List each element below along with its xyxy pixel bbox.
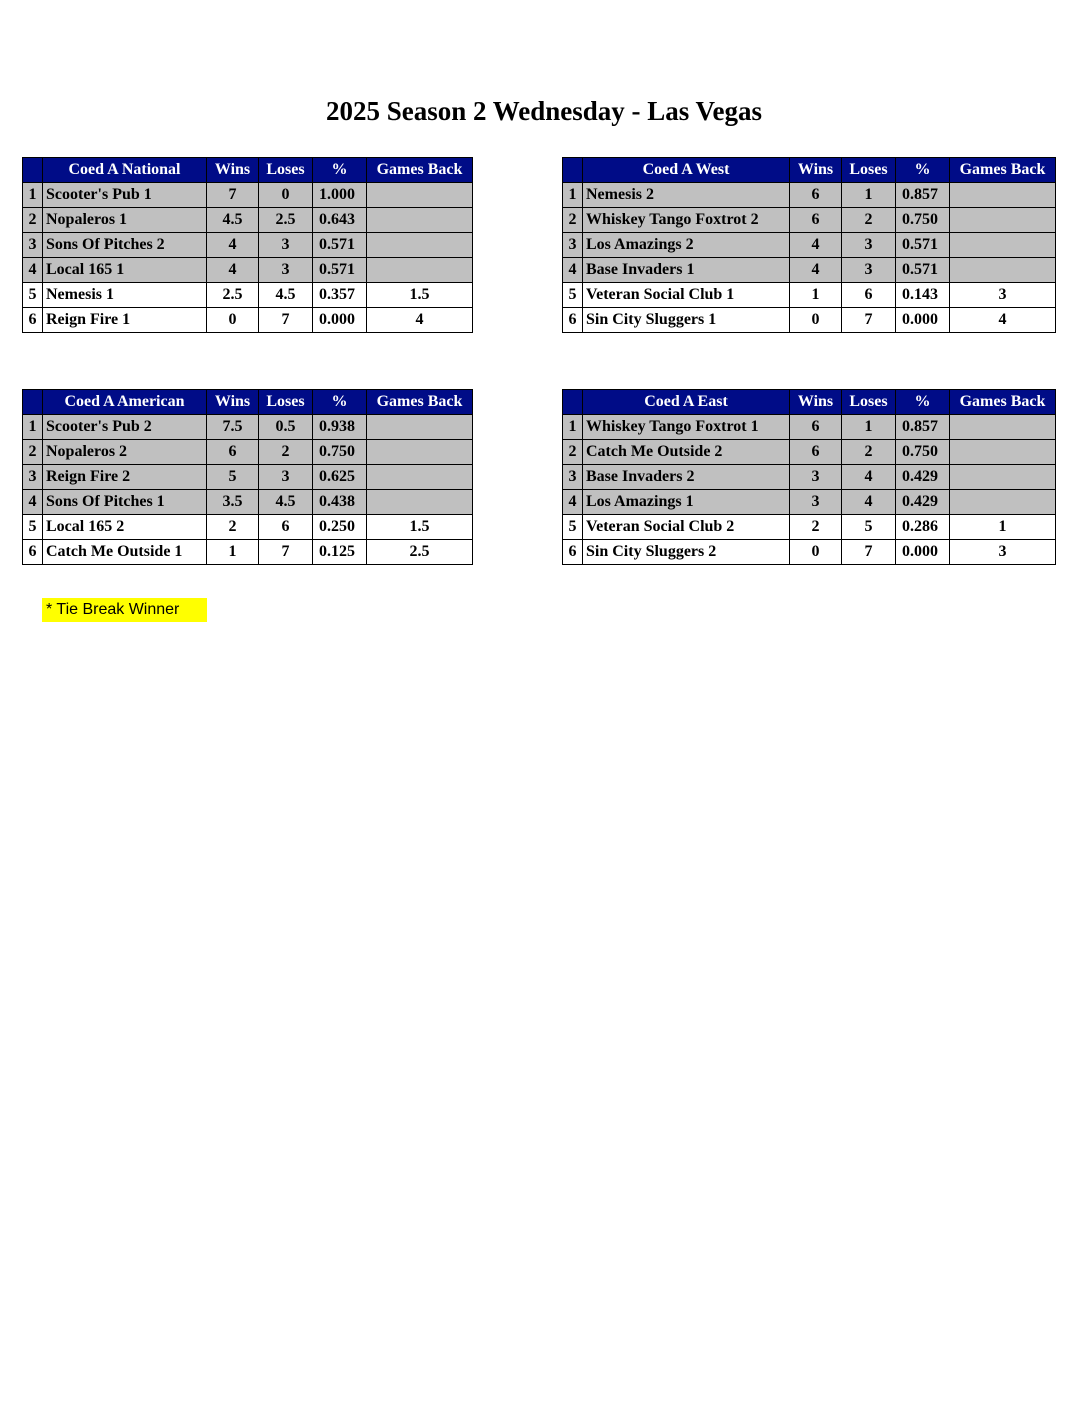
- loses-cell: 3: [259, 233, 313, 258]
- table-header-row: [23, 390, 473, 415]
- wins-cell: 0: [790, 540, 842, 565]
- wins-cell: 1: [790, 283, 842, 308]
- pct-cell: 0.357: [313, 283, 367, 308]
- team-name-cell: Los Amazings 1: [583, 490, 790, 515]
- games-back-cell: 4: [950, 308, 1056, 333]
- wins-cell: 2.5: [207, 283, 259, 308]
- table-row: [563, 540, 1056, 565]
- games-back-cell: [367, 208, 473, 233]
- games-back-header: Games Back: [950, 158, 1056, 183]
- table-row: [23, 515, 473, 540]
- wins-cell: 6: [790, 415, 842, 440]
- rank-cell: 5: [23, 515, 43, 540]
- pct-cell: 0.571: [896, 233, 950, 258]
- loses-cell: 3: [842, 233, 896, 258]
- rank-cell: 4: [23, 490, 43, 515]
- table-row: [563, 308, 1056, 333]
- division-name: Coed A National: [43, 158, 207, 183]
- table-row: [23, 283, 473, 308]
- pct-header: %: [313, 158, 367, 183]
- division-name: Coed A American: [43, 390, 207, 415]
- rank-cell: 6: [23, 540, 43, 565]
- loses-cell: 0.5: [259, 415, 313, 440]
- games-back-cell: [950, 440, 1056, 465]
- wins-header: Wins: [207, 158, 259, 183]
- standings-table: [562, 389, 1056, 565]
- table-row: [23, 233, 473, 258]
- team-name-cell: Sin City Sluggers 2: [583, 540, 790, 565]
- loses-cell: 6: [842, 283, 896, 308]
- pct-header: %: [896, 390, 950, 415]
- team-name-cell: Nopaleros 1: [43, 208, 207, 233]
- loses-cell: 7: [259, 540, 313, 565]
- pct-cell: 0.571: [896, 258, 950, 283]
- table-row: [23, 465, 473, 490]
- team-name-cell: Los Amazings 2: [583, 233, 790, 258]
- team-name-cell: Nemesis 2: [583, 183, 790, 208]
- games-back-cell: [950, 183, 1056, 208]
- loses-cell: 2: [259, 440, 313, 465]
- wins-cell: 3: [790, 465, 842, 490]
- team-name-cell: Whiskey Tango Foxtrot 1: [583, 415, 790, 440]
- pct-cell: 0.571: [313, 233, 367, 258]
- games-back-cell: [367, 258, 473, 283]
- wins-cell: 7.5: [207, 415, 259, 440]
- rank-cell: 5: [563, 515, 583, 540]
- division-name: Coed A East: [583, 390, 790, 415]
- pct-cell: 0.938: [313, 415, 367, 440]
- rank-cell: 6: [23, 308, 43, 333]
- games-back-cell: [367, 415, 473, 440]
- wins-cell: 4: [790, 233, 842, 258]
- pct-cell: 0.143: [896, 283, 950, 308]
- wins-cell: 3: [790, 490, 842, 515]
- team-name-cell: Nopaleros 2: [43, 440, 207, 465]
- games-back-cell: 2.5: [367, 540, 473, 565]
- pct-header: %: [313, 390, 367, 415]
- loses-cell: 7: [842, 308, 896, 333]
- pct-cell: 0.750: [896, 208, 950, 233]
- loses-cell: 2.5: [259, 208, 313, 233]
- pct-cell: 0.125: [313, 540, 367, 565]
- wins-cell: 4: [207, 258, 259, 283]
- table-row: [23, 183, 473, 208]
- team-name-cell: Catch Me Outside 2: [583, 440, 790, 465]
- table-row: [563, 208, 1056, 233]
- loses-cell: 1: [842, 183, 896, 208]
- wins-header: Wins: [790, 390, 842, 415]
- games-back-cell: 3: [950, 540, 1056, 565]
- page-title: 2025 Season 2 Wednesday - Las Vegas: [325, 96, 763, 126]
- table-row: [563, 258, 1056, 283]
- rank-cell: 2: [23, 440, 43, 465]
- loses-cell: 3: [259, 258, 313, 283]
- rank-header: [563, 158, 583, 183]
- games-back-header: Games Back: [367, 158, 473, 183]
- loses-cell: 2: [842, 208, 896, 233]
- table-header-row: [23, 158, 473, 183]
- wins-cell: 1: [207, 540, 259, 565]
- wins-cell: 2: [207, 515, 259, 540]
- loses-cell: 5: [842, 515, 896, 540]
- rank-cell: 2: [23, 208, 43, 233]
- rank-header: [23, 390, 43, 415]
- pct-cell: 0.000: [313, 308, 367, 333]
- rank-cell: 5: [563, 283, 583, 308]
- loses-cell: 4: [842, 465, 896, 490]
- pct-cell: 0.429: [896, 490, 950, 515]
- wins-cell: 4: [790, 258, 842, 283]
- team-name-cell: Nemesis 1: [43, 283, 207, 308]
- loses-cell: 2: [842, 440, 896, 465]
- games-back-cell: [950, 465, 1056, 490]
- tie-break-note: * Tie Break Winner: [42, 598, 207, 622]
- games-back-cell: [367, 183, 473, 208]
- loses-cell: 7: [842, 540, 896, 565]
- rank-cell: 1: [563, 415, 583, 440]
- wins-cell: 2: [790, 515, 842, 540]
- games-back-cell: [950, 415, 1056, 440]
- rank-cell: 6: [563, 540, 583, 565]
- games-back-header: Games Back: [950, 390, 1056, 415]
- pct-cell: 0.000: [896, 308, 950, 333]
- team-name-cell: Local 165 2: [43, 515, 207, 540]
- rank-cell: 5: [23, 283, 43, 308]
- loses-header: Loses: [259, 158, 313, 183]
- team-name-cell: Scooter's Pub 2: [43, 415, 207, 440]
- team-name-cell: Local 165 1: [43, 258, 207, 283]
- team-name-cell: Reign Fire 2: [43, 465, 207, 490]
- team-name-cell: Whiskey Tango Foxtrot 2: [583, 208, 790, 233]
- wins-cell: 6: [207, 440, 259, 465]
- team-name-cell: Sons Of Pitches 2: [43, 233, 207, 258]
- games-back-cell: [950, 208, 1056, 233]
- table-row: [23, 308, 473, 333]
- rank-cell: 3: [23, 465, 43, 490]
- loses-header: Loses: [842, 158, 896, 183]
- wins-cell: 5: [207, 465, 259, 490]
- table-row: [23, 258, 473, 283]
- pct-cell: 0.625: [313, 465, 367, 490]
- loses-header: Loses: [259, 390, 313, 415]
- loses-cell: 0: [259, 183, 313, 208]
- division-name: Coed A West: [583, 158, 790, 183]
- table-row: [23, 415, 473, 440]
- pct-cell: 0.429: [896, 465, 950, 490]
- rank-cell: 2: [563, 208, 583, 233]
- wins-cell: 3.5: [207, 490, 259, 515]
- team-name-cell: Veteran Social Club 1: [583, 283, 790, 308]
- rank-cell: 2: [563, 440, 583, 465]
- standings-table: [22, 389, 473, 565]
- wins-header: Wins: [207, 390, 259, 415]
- pct-cell: 0.000: [896, 540, 950, 565]
- pct-cell: 1.000: [313, 183, 367, 208]
- wins-cell: 0: [207, 308, 259, 333]
- pct-cell: 0.857: [896, 183, 950, 208]
- table-row: [563, 183, 1056, 208]
- games-back-cell: 1.5: [367, 515, 473, 540]
- table-header-row: [563, 158, 1056, 183]
- table-row: [563, 465, 1056, 490]
- pct-cell: 0.750: [313, 440, 367, 465]
- pct-cell: 0.438: [313, 490, 367, 515]
- rank-header: [23, 158, 43, 183]
- standings-table: [562, 157, 1056, 333]
- rank-cell: 3: [563, 465, 583, 490]
- games-back-cell: [367, 440, 473, 465]
- loses-cell: 3: [259, 465, 313, 490]
- loses-cell: 4: [842, 490, 896, 515]
- team-name-cell: Sin City Sluggers 1: [583, 308, 790, 333]
- team-name-cell: Base Invaders 2: [583, 465, 790, 490]
- wins-cell: 6: [790, 208, 842, 233]
- wins-header: Wins: [790, 158, 842, 183]
- pct-cell: 0.857: [896, 415, 950, 440]
- wins-cell: 0: [790, 308, 842, 333]
- games-back-cell: [367, 490, 473, 515]
- table-row: [23, 490, 473, 515]
- games-back-cell: [950, 258, 1056, 283]
- games-back-cell: 1.5: [367, 283, 473, 308]
- wins-cell: 6: [790, 183, 842, 208]
- standings-table: [22, 157, 473, 333]
- rank-cell: 6: [563, 308, 583, 333]
- games-back-cell: 4: [367, 308, 473, 333]
- loses-cell: 4.5: [259, 283, 313, 308]
- loses-cell: 7: [259, 308, 313, 333]
- pct-cell: 0.643: [313, 208, 367, 233]
- loses-cell: 1: [842, 415, 896, 440]
- rank-cell: 1: [563, 183, 583, 208]
- wins-cell: 4: [207, 233, 259, 258]
- rank-cell: 1: [23, 415, 43, 440]
- rank-cell: 3: [23, 233, 43, 258]
- wins-cell: 6: [790, 440, 842, 465]
- table-row: [563, 283, 1056, 308]
- games-back-cell: [950, 490, 1056, 515]
- loses-cell: 6: [259, 515, 313, 540]
- games-back-cell: [367, 233, 473, 258]
- pct-cell: 0.571: [313, 258, 367, 283]
- table-row: [563, 233, 1056, 258]
- team-name-cell: Base Invaders 1: [583, 258, 790, 283]
- games-back-header: Games Back: [367, 390, 473, 415]
- rank-cell: 3: [563, 233, 583, 258]
- pct-header: %: [896, 158, 950, 183]
- pct-cell: 0.250: [313, 515, 367, 540]
- games-back-cell: [367, 465, 473, 490]
- team-name-cell: Catch Me Outside 1: [43, 540, 207, 565]
- team-name-cell: Veteran Social Club 2: [583, 515, 790, 540]
- team-name-cell: Scooter's Pub 1: [43, 183, 207, 208]
- rank-header: [563, 390, 583, 415]
- wins-cell: 4.5: [207, 208, 259, 233]
- table-header-row: [563, 390, 1056, 415]
- games-back-cell: [950, 233, 1056, 258]
- pct-cell: 0.750: [896, 440, 950, 465]
- team-name-cell: Sons Of Pitches 1: [43, 490, 207, 515]
- table-row: [563, 515, 1056, 540]
- rank-cell: 4: [23, 258, 43, 283]
- team-name-cell: Reign Fire 1: [43, 308, 207, 333]
- wins-cell: 7: [207, 183, 259, 208]
- table-row: [563, 490, 1056, 515]
- table-row: [563, 440, 1056, 465]
- rank-cell: 4: [563, 258, 583, 283]
- table-row: [23, 440, 473, 465]
- loses-cell: 3: [842, 258, 896, 283]
- rank-cell: 1: [23, 183, 43, 208]
- pct-cell: 0.286: [896, 515, 950, 540]
- games-back-cell: 3: [950, 283, 1056, 308]
- games-back-cell: 1: [950, 515, 1056, 540]
- loses-header: Loses: [842, 390, 896, 415]
- loses-cell: 4.5: [259, 490, 313, 515]
- table-row: [563, 415, 1056, 440]
- table-row: [23, 208, 473, 233]
- rank-cell: 4: [563, 490, 583, 515]
- table-row: [23, 540, 473, 565]
